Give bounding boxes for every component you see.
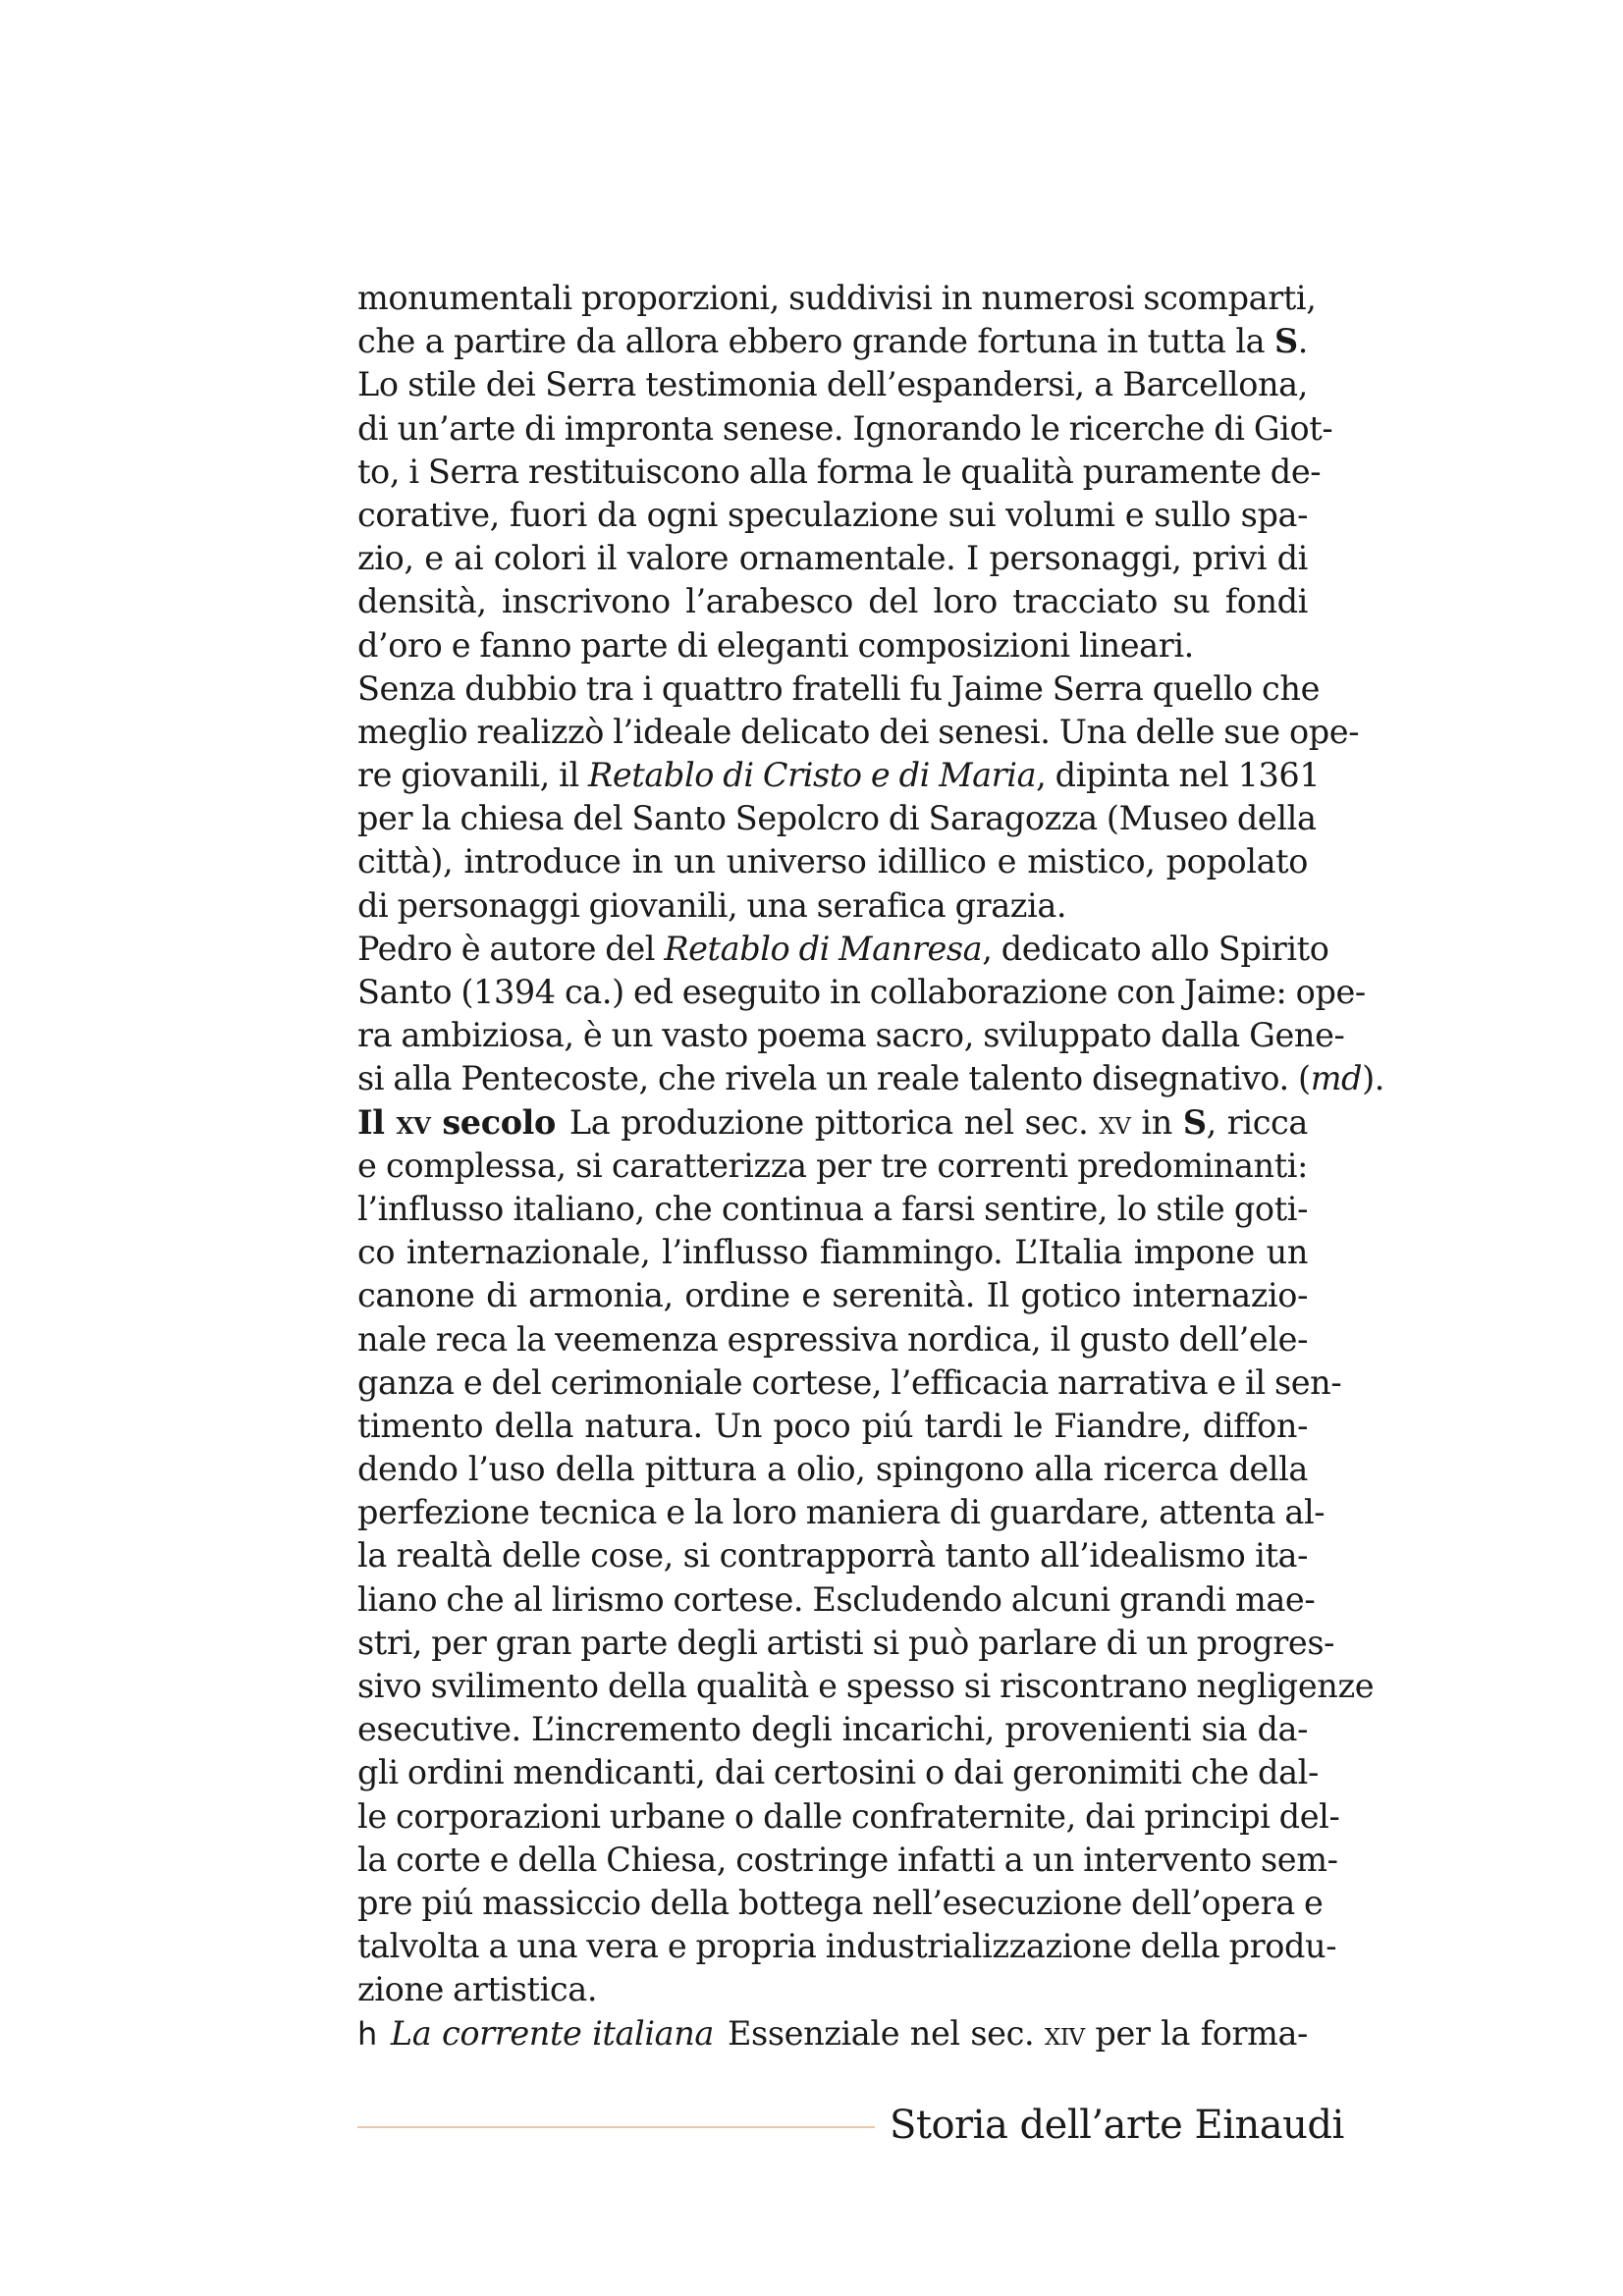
text-line: [357, 320, 1308, 363]
text-line: l’influsso italiano, che continua a farsi sentire, lo stile goti-: [357, 1189, 1308, 1228]
text-line: le corporazioni urbane o dalle confraternite, dai principi del-: [357, 1796, 1340, 1836]
text-line: Lo stile dei Serra testimonia dell’espandersi, a Barcellona,: [357, 365, 1308, 404]
text-line: ra ambiziosa, è un vasto poema sacro, sviluppato dalla Gene-: [357, 1016, 1345, 1055]
text-line: corative, fuori da ogni speculazione sui volumi e sullo spa-: [357, 495, 1308, 534]
text-line: Santo (1394 ca.) ed eseguito in collaborazione con Jaime: ope-: [357, 973, 1366, 1011]
text-line: monumentali proporzioni, suddivisi in numerosi scomparti,: [357, 279, 1317, 317]
text-line: la realtà delle cose, si contrapporrà tanto all’idealismo ita-: [357, 1536, 1308, 1575]
text-line: meglio realizzò l’ideale delicato dei senesi. Una delle sue ope-: [357, 712, 1360, 751]
text-line: timento della natura. Un poco piú tardi le Fiandre, diffon-: [357, 1406, 1308, 1445]
text-line: dendo l’uso della pittura a olio, spingono alla ricerca della: [357, 1450, 1308, 1489]
text-line: zio, e ai colori il valore ornamentale. I personaggi, privi di: [357, 539, 1308, 578]
century-numeral: xv: [1099, 1102, 1131, 1142]
section-heading: [357, 1103, 556, 1142]
text-line: per la chiesa del Santo Sepolcro di Saragozza (Museo della: [357, 799, 1317, 838]
text-line: sivo svilimento della qualità e spesso si riscontrano negligenze: [357, 1667, 1375, 1705]
text-segment: , dipinta nel 1361: [1036, 756, 1321, 795]
text-line: di un’arte di impronta senese. Ignorando le ricerche di Giot-: [357, 408, 1333, 448]
text-line: e complessa, si caratterizza per tre correnti predominanti:: [357, 1146, 1308, 1185]
text-line: città), introduce in un universo idillico e mistico, popolato: [357, 842, 1308, 881]
section-marker: h: [357, 2014, 377, 2053]
text-line: la corte e della Chiesa, costringe infatti a un intervento sem-: [357, 1840, 1338, 1879]
text-segment: La produzione pittorica nel sec.: [568, 1102, 1100, 1142]
italic-title: Retablo di Cristo e di Maria: [588, 756, 1037, 795]
text-line: co internazionale, l’influsso fiammingo. L’Italia impone un: [357, 1233, 1308, 1272]
text-line: di personaggi giovanili, una serafica grazia.: [357, 885, 1067, 925]
heading-segment: secolo: [430, 1102, 556, 1142]
text-line: to, i Serra restituiscono alla forma le qualità puramente de-: [357, 452, 1322, 491]
text-line: liano che al lirismo cortese. Escludendo alcuni grandi mae-: [357, 1579, 1316, 1619]
text-segment: in: [1130, 1102, 1183, 1142]
text-segment: , dedicato allo Spirito: [982, 929, 1329, 968]
footer-rule: [357, 2126, 875, 2128]
text-line: pre piú massiccio della bottega nell’esecuzione dell’opera e: [357, 1883, 1324, 1922]
text-line: [357, 928, 1329, 971]
text-segment: per la forma-: [1084, 2013, 1308, 2053]
heading-century: xv: [396, 1102, 431, 1142]
century-numeral: xiv: [1044, 2013, 1085, 2053]
text-line: densità, inscrivono l’arabesco del loro tracciato su fondi: [357, 582, 1308, 621]
text-line: zione artistica.: [357, 1970, 598, 2009]
text-line: Senza dubbio tra i quattro fratelli fu Jaime Serra quello che: [357, 668, 1320, 708]
italic-title: Retablo di Manresa: [664, 929, 983, 968]
text-line: [357, 1057, 1385, 1100]
text-line: d’oro e fanno parte di eleganti composizioni lineari.: [357, 625, 1194, 665]
heading-segment: Il: [357, 1102, 397, 1142]
text-line: esecutive. L’incremento degli incarichi, provenienti sia da-: [357, 1710, 1308, 1749]
text-line: [357, 2012, 1308, 2056]
text-line: canone di armonia, ordine e serenità. Il gotico internazio-: [357, 1276, 1308, 1315]
footer-title: Storia dell’arte Einaudi: [890, 2103, 1344, 2148]
text-line: perfezione tecnica e la loro maniera di guardare, attenta al-: [357, 1493, 1325, 1532]
text-line: [357, 1101, 1308, 1145]
text-line: [357, 754, 1321, 797]
text-line: talvolta a una vera e propria industrializzazione della produ-: [357, 1927, 1337, 1966]
text-line: gli ordini mendicanti, dai certosini o dai geronimiti che dal-: [357, 1753, 1319, 1792]
text-segment: ).: [1362, 1059, 1385, 1098]
bold-abbreviation: S: [1273, 322, 1298, 361]
bold-abbreviation: S: [1182, 1102, 1207, 1142]
text-segment: Pedro è autore del: [357, 929, 665, 968]
text-line: stri, per gran parte degli artisti si può parlare di un progres-: [357, 1623, 1335, 1662]
text-segment: che a partire da allora ebbero grande fortuna in tutta la: [357, 322, 1274, 361]
text-segment: si alla Pentecoste, che rivela un reale talento disegnativo. (: [357, 1059, 1311, 1098]
text-segment: .: [1297, 322, 1308, 361]
subsection-heading: La corrente italiana: [390, 2013, 714, 2053]
page-body: [357, 277, 1385, 2056]
text-line: nale reca la veemenza espressiva nordica, il gusto dell’ele-: [357, 1319, 1308, 1359]
text-segment: Essenziale nel sec.: [728, 2013, 1045, 2053]
text-segment: re giovanili, il: [357, 756, 589, 795]
author-initials: md: [1310, 1059, 1363, 1098]
text-segment: , ricca: [1206, 1102, 1308, 1142]
text-line: ganza e del cerimoniale cortese, l’efficacia narrativa e il sen-: [357, 1362, 1342, 1402]
